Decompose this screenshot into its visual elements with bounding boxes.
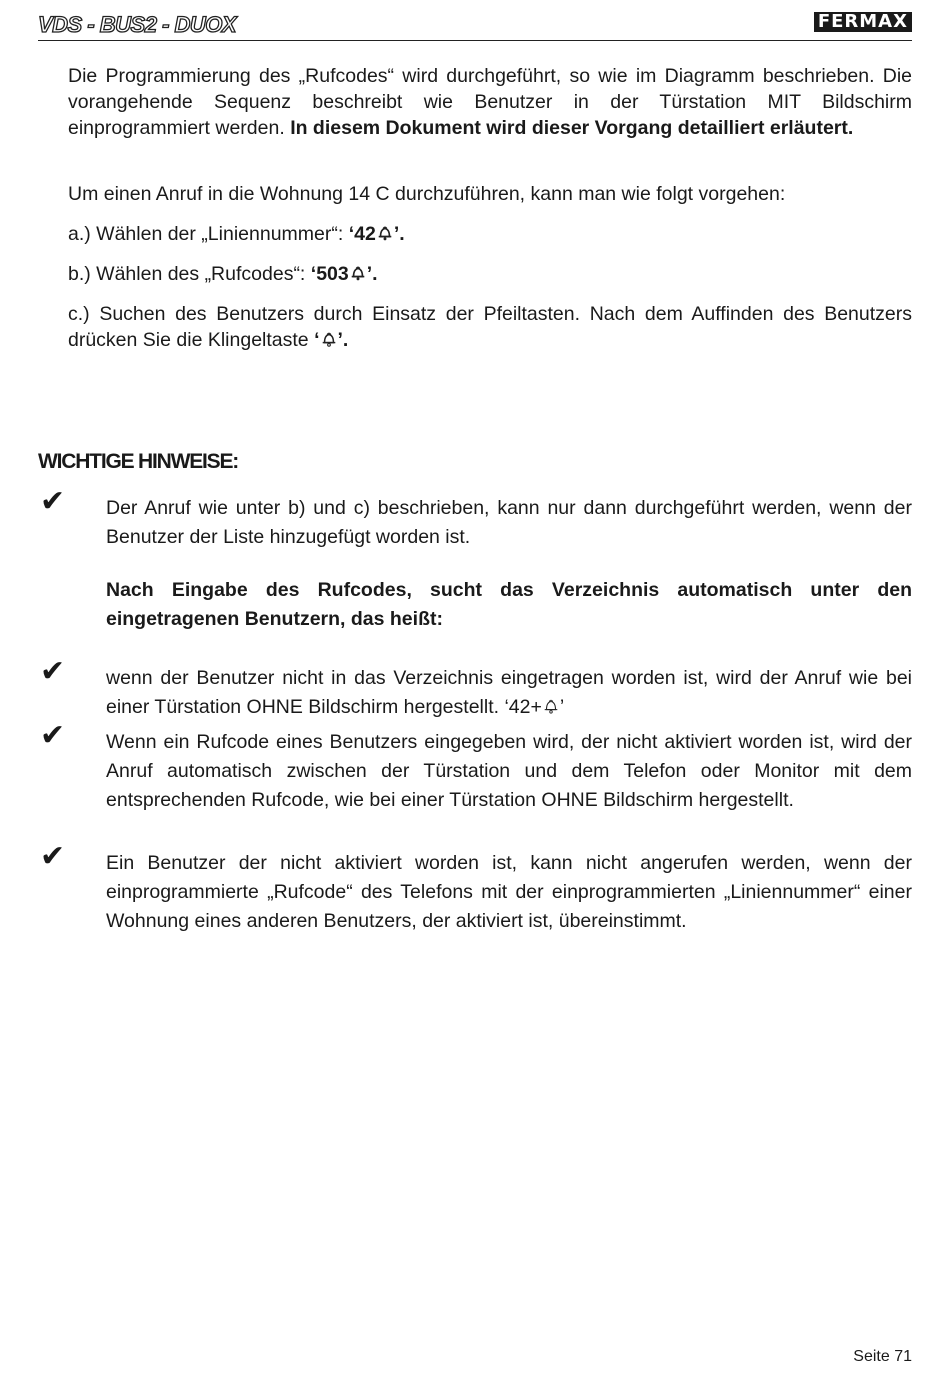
check-icon: ✔ xyxy=(40,839,66,874)
page-number: Seite 71 xyxy=(853,1348,912,1365)
note-2-end: ’ xyxy=(559,696,565,718)
note-1-bold: Nach Eingabe des Rufcodes, sucht das Verzeichnis automatisch unter den eingetragenen Benutzern, das heißt: xyxy=(106,579,912,630)
note-4: Ein Benutzer der nicht aktiviert worden ist, kann nicht angerufen werden, wenn der einprogrammierte „Rufcode“ des Telefons mit der einprogrammierten „Liniennummer“ einer Wohnung eines anderen Benutzers, der aktiviert ist, übereinstimmt. xyxy=(106,852,912,932)
note-3: Wenn ein Rufcode eines Benutzers eingegeben wird, der nicht aktiviert worden ist, wird der Anruf automatisch zwischen der Türstation und dem Telefon oder Monitor mit dem entsprechenden Rufcode, wie bei einer Türstation OHNE Bildschirm hergestellt. xyxy=(106,731,912,811)
intro-paragraph xyxy=(68,63,912,141)
note-1: Der Anruf wie unter b) und c) beschrieben, kann nur dann durchgeführt werden, wenn der Benutzer der Liste hinzugefügt worden ist. xyxy=(106,497,912,548)
bell-icon xyxy=(542,697,560,715)
step-a-code: ‘42 xyxy=(348,223,376,245)
step-c-text: c.) Suchen des Benutzers durch Einsatz der Pfeiltasten. Nach dem Auffinden des Benutzers drücken Sie die Klingeltaste xyxy=(68,303,912,351)
step-c-end: ’. xyxy=(337,329,349,351)
note-2-text: wenn der Benutzer nicht in das Verzeichnis eingetragen worden ist, wird der Anruf wie bei einer Türstation OHNE Bildschirm hergestellt. ‘42+ xyxy=(106,667,912,718)
step-b xyxy=(68,261,912,287)
bell-icon xyxy=(376,224,394,242)
intro-bold-text: In diesem Dokument wird dieser Vorgang detailliert erläutert. xyxy=(290,117,854,139)
note-2 xyxy=(106,664,912,722)
notes-heading: WICHTIGE HINWEISE: xyxy=(38,450,239,473)
page-header xyxy=(38,10,912,41)
check-icon: ✔ xyxy=(40,484,66,519)
bell-icon xyxy=(349,264,367,282)
step-b-text: b.) Wählen des „Rufcodes“: xyxy=(68,263,311,285)
step-a-text: a.) Wählen der „Liniennummer“: xyxy=(68,223,349,245)
step-a xyxy=(68,221,912,247)
call-intro: Um einen Anruf in die Wohnung 14 C durchzuführen, kann man wie folgt vorgehen: xyxy=(68,183,786,205)
bell-icon xyxy=(320,330,338,348)
check-icon: ✔ xyxy=(40,718,66,753)
step-b-end: ’. xyxy=(366,263,378,285)
header-title: VDS - BUS2 - DUOX xyxy=(38,12,237,37)
check-icon: ✔ xyxy=(40,654,66,689)
step-a-end: ’. xyxy=(393,223,405,245)
step-b-code: ‘503 xyxy=(310,263,349,285)
brand-logo: FERMAX xyxy=(814,12,912,32)
step-c-open: ‘ xyxy=(314,329,320,351)
intro-text: Die Programmierung des „Rufcodes“ wird durchgeführt, so wie im Diagramm beschrieben. Die vorangehende Sequenz beschreibt wie Benutzer in der Türstation MIT Bildschirm einprogrammiert werden. xyxy=(68,65,912,139)
step-c xyxy=(68,301,912,353)
